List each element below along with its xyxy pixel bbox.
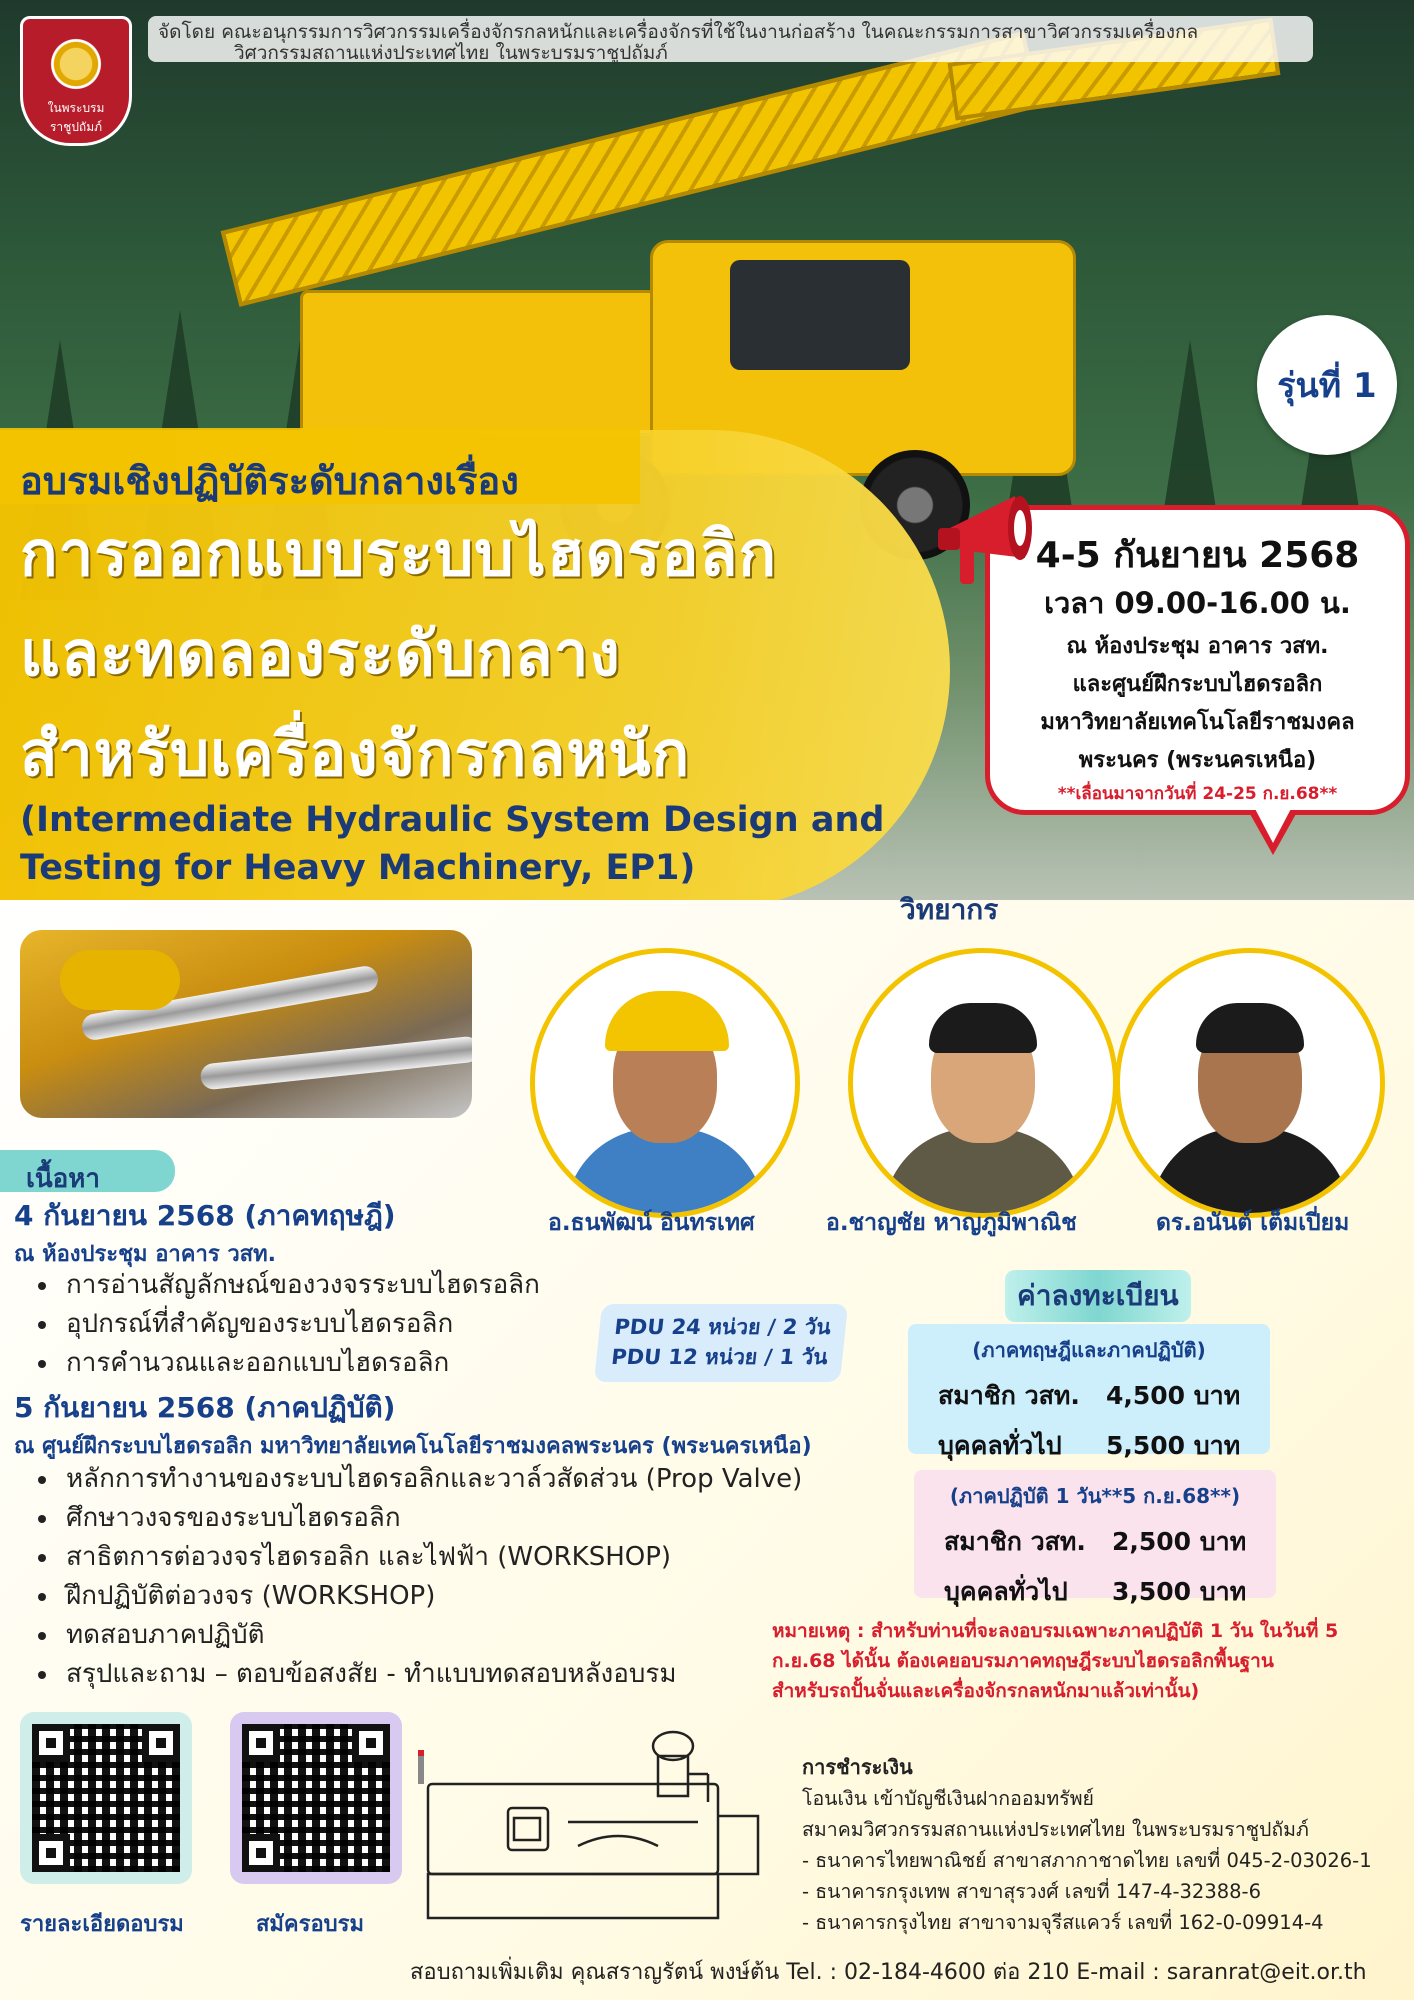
list-item: • ทดสอบภาคปฏิบัติ [60,1616,802,1655]
fee-price: 5,500 บาท [1106,1431,1241,1460]
bubble-tail-inner [1252,803,1294,843]
speaker-hair [929,1003,1037,1053]
day2-topic-list [24,1460,802,1694]
pdu-line2: PDU 12 หน่วย / 1 วัน [610,1345,829,1369]
remark-line1: หมายเหตุ : สำหรับท่านที่จะลงอบรมเฉพาะภาคปฏิบัติ 1 วัน ในวันที่ 5 [772,1620,1339,1642]
list-item: • ศึกษาวงจรของระบบไฮดรอลิก [60,1499,802,1538]
contact-footer: สอบถามเพิ่มเติม คุณสราญรัตน์ พงษ์ต้น Tel. : 02-184-4600 ต่อ 210 E-mail : saranrat@eit.or.th [410,1960,1367,1985]
organizer-banner [148,16,1313,62]
qr-finder [32,1724,70,1762]
list-item: • สาธิตการต่อวงจรไฮดรอลิก และไฟฟ้า (WORKSHOP) [60,1538,802,1577]
details-qr-code[interactable] [20,1712,192,1884]
megaphone-icon [930,488,1050,598]
list-item: • ฝึกปฏิบัติต่อวงจร (WORKSHOP) [60,1577,802,1616]
content-heading: เนื้อหา [0,1150,175,1192]
cylinder-rod [199,1035,472,1090]
fee-practice-caption: (ภาคปฏิบัติ 1 วัน**5 ก.ย.68**) [949,1484,1241,1508]
speakers-heading: วิทยากร [900,893,999,926]
fee-price: 4,500 บาท [1106,1381,1241,1410]
remark-note [772,1616,1412,1706]
fee-label: สมาชิก วสท. [938,1381,1080,1410]
fee-row [908,1376,1270,1416]
pdu-badge [594,1304,848,1382]
cab-window [730,260,910,370]
day1-title: 4 กันยายน 2568 (ภาคทฤษฎี) [14,1199,396,1232]
title-line3: สำหรับเครื่องจักรกลหนัก [20,717,691,790]
fee-row [908,1426,1270,1466]
day1-venue: ณ ห้องประชุม อาคาร วสท. [14,1242,276,1267]
speaker-name-1: อ.ธนพัฒน์ อินทรเทศ [548,1210,755,1236]
fee-price: 2,500 บาท [1112,1527,1247,1556]
organizer-line1: จัดโดย คณะอนุกรรมการวิศวกรรมเครื่องจักรกลหนักและเครื่องจักรที่ใช้ในงานก่อสร้าง ในคณะกรรมการสาขาวิศวกรรมเครื่องกล [158,21,1199,43]
speaker-name-3: ดร.อนันต์ เต็มเปี่ยม [1156,1210,1350,1236]
remark-line3: สำหรับรถปั้นจั่นและเครื่องจักรกลหนักมาแล้วเท่านั้น) [772,1680,1200,1702]
batch-badge: รุ่นที่ 1 [1257,315,1397,455]
payment-info [802,1752,1372,1938]
payment-line1: โอนเงิน เข้าบัญชีเงินฝากออมทรัพย์ [802,1787,1094,1810]
fee-heading: ค่าลงทะเบียน [1005,1270,1191,1322]
qr-pattern [242,1724,390,1872]
eit-logo [20,16,132,146]
payment-heading: การชำระเงิน [802,1755,913,1779]
pdu-line1: PDU 24 หน่วย / 2 วัน [613,1315,833,1339]
payment-line2: สมาคมวิศวกรรมสถานแห่งประเทศไทย ในพระบรมราชูปถัมภ์ [802,1818,1309,1841]
cylinder-body [60,950,180,1010]
fee-label: บุคคลทั่วไป [944,1577,1068,1606]
injection-machine-icon [418,1726,783,1926]
fee-row [914,1572,1276,1612]
speaker-photo-2 [848,948,1118,1218]
postponed-note: **เลื่อนมาจากวันที่ 24-25 ก.ย.68** [1057,784,1338,804]
event-venue-2: และศูนย์ฝึกระบบไฮดรอลิก [1072,672,1323,697]
day2-title: 5 กันยายน 2568 (ภาคปฏิบัติ) [14,1391,396,1424]
speaker-hair [1196,1003,1304,1053]
speaker-name-2: อ.ชาญชัย หาญภูมิพาณิช [826,1210,1077,1236]
qr-pattern [32,1724,180,1872]
fee-box-practice [914,1470,1276,1606]
hydraulic-cylinder-photo [20,930,472,1118]
event-time: เวลา 09.00-16.00 น. [1044,586,1351,620]
register-qr-code[interactable] [230,1712,402,1884]
title-line1: การออกแบบระบบไฮดรอลิก [20,517,778,590]
qr-finder [32,1834,70,1872]
title-line2: และทดลองระดับกลาง [20,617,621,690]
remark-line2: ก.ย.68 ได้นั้น ต้องเคยอบรมภาคทฤษฎีระบบไฮดรอลิกพื้นฐาน [772,1650,1274,1672]
list-item: • การคำนวณและออกแบบไฮดรอลิก [60,1344,540,1383]
qr-finder [242,1834,280,1872]
list-item: • สรุปและถาม – ตอบข้อสงสัย - ทำแบบทดสอบหลังอบรม [60,1655,802,1694]
fee-label: บุคคลทั่วไป [938,1431,1062,1460]
speaker-photo-3 [1115,948,1385,1218]
event-venue-3: มหาวิทยาลัยเทคโนโลยีราชมงคล [1040,710,1355,735]
day2-venue: ณ ศูนย์ฝึกระบบไฮดรอลิก มหาวิทยาลัยเทคโนโลยีราชมงคลพระนคร (พระนครเหนือ) [14,1434,812,1459]
register-qr-label: สมัครอบรม [256,1912,364,1937]
bank-account-2: - ธนาคารกรุงเทพ สาขาสุรวงศ์ เลขที่ 147-4-32388-6 [802,1880,1261,1903]
fee-full-caption: (ภาคทฤษฎีและภาคปฏิบัติ) [972,1338,1206,1362]
hard-hat-icon [605,991,729,1051]
bank-account-3: - ธนาคารกรุงไทย สาขาจามจุรีสแควร์ เลขที่ 162-0-09914-4 [802,1911,1324,1934]
qr-finder [352,1724,390,1762]
emblem-icon [49,35,103,93]
list-item: • หลักการทำงานของระบบไฮดรอลิกและวาล์วสัดส่วน (Prop Valve) [60,1460,802,1499]
fee-row [914,1522,1276,1562]
fee-label: สมาชิก วสท. [944,1527,1086,1556]
course-type: อบรมเชิงปฏิบัติระดับกลางเรื่อง [20,459,519,503]
event-venue-4: พระนคร (พระนครเหนือ) [1078,748,1317,773]
speaker-photo-1 [530,948,800,1218]
list-item: • อุปกรณ์ที่สำคัญของระบบไฮดรอลิก [60,1305,540,1344]
qr-finder [242,1724,280,1762]
organizer-line2: วิศวกรรมสถานแห่งประเทศไทย ในพระบรมราชูปถัมภ์ [234,42,668,64]
fee-price: 3,500 บาท [1112,1577,1247,1606]
title-english-line2: Testing for Heavy Machinery, EP1) [20,848,696,888]
event-venue-1: ณ ห้องประชุม อาคาร วสท. [1066,634,1329,659]
fee-box-full [908,1324,1270,1460]
qr-finder [142,1724,180,1762]
event-date: 4-5 กันยายน 2568 [1035,535,1360,576]
list-item: • การอ่านสัญลักษณ์ของวงจรระบบไฮดรอลิก [60,1266,540,1305]
bank-account-1: - ธนาคารไทยพาณิชย์ สาขาสภากาชาดไทย เลขที่ 045-2-03026-1 [802,1849,1372,1872]
details-qr-label: รายละเอียดอบรม [20,1912,184,1937]
day1-topic-list [24,1266,540,1383]
logo-text: ในพระบรมราชูปถัมภ์ [47,101,105,134]
title-english-line1: (Intermediate Hydraulic System Design and [20,800,885,840]
